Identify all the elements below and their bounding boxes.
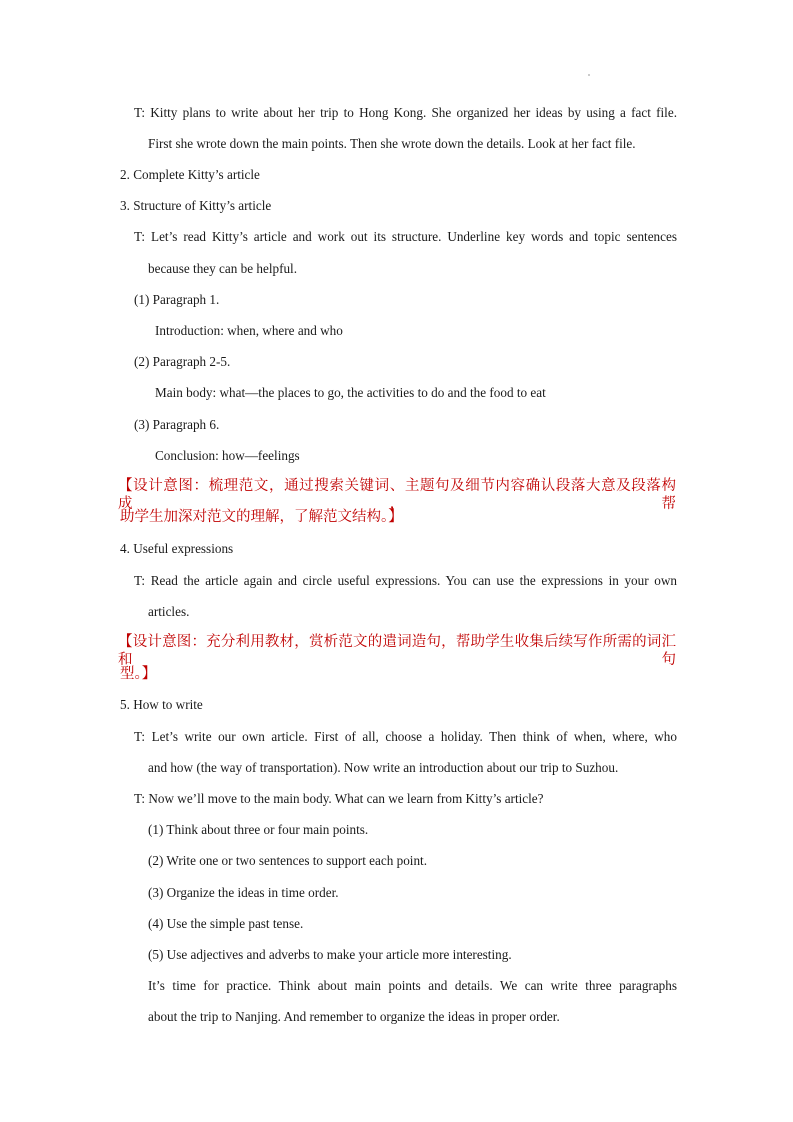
design-note-2-line-1: 【设计意图：充分利用教材，赏析范文的遣词造句，帮助学生收集后续写作所需的词汇和句 xyxy=(118,634,676,668)
page-speck xyxy=(588,74,590,76)
step-4-teacher-line-1: T: Read the article again and circle useful expressions. You can use the expressions in your own xyxy=(134,573,677,588)
paragraph-1-label: (1) Paragraph 1. xyxy=(134,292,220,307)
tip-item: (3) Organize the ideas in time order. xyxy=(148,885,339,900)
paragraph-2-detail: Main body: what—the places to go, the activities to do and the food to eat xyxy=(155,385,546,400)
intro-line-1: T: Kitty plans to write about her trip to Hong Kong. She organized her ideas by using a fact file. xyxy=(134,105,677,120)
step-5-heading: 5. How to write xyxy=(120,697,203,712)
step-5-teacher-2: T: Now we’ll move to the main body. What can we learn from Kitty’s article? xyxy=(134,791,544,806)
paragraph-2-label: (2) Paragraph 2-5. xyxy=(134,354,231,369)
tip-item: (5) Use adjectives and adverbs to make your article more interesting. xyxy=(148,947,512,962)
step-5-teacher-1-line-2: and how (the way of transportation). Now write an introduction about our trip to Suzhou. xyxy=(148,760,619,775)
design-note-1-line-1: 【设计意图：梳理范文，通过搜索关键词、主题句及细节内容确认段落大意及段落构成，帮 xyxy=(118,478,676,512)
practice-line-2: about the trip to Nanjing. And remember to organize the ideas in proper order. xyxy=(148,1009,560,1024)
tip-item: (1) Think about three or four main points. xyxy=(148,822,369,837)
intro-line-2: First she wrote down the main points. Then she wrote down the details. Look at her fact file. xyxy=(148,136,636,151)
tip-item: (4) Use the simple past tense. xyxy=(148,916,304,931)
paragraph-3-detail: Conclusion: how—feelings xyxy=(155,448,300,463)
step-3-teacher-line-2: because they can be helpful. xyxy=(148,261,298,276)
practice-line-1: It’s time for practice. Think about main points and details. We can write three paragraphs xyxy=(148,978,677,993)
step-4-heading: 4. Useful expressions xyxy=(120,541,234,556)
step-5-teacher-1-line-1: T: Let’s write our own article. First of all, choose a holiday. Then think of when, where, who xyxy=(134,729,677,744)
paragraph-3-label: (3) Paragraph 6. xyxy=(134,417,220,432)
step-3-teacher-line-1: T: Let’s read Kitty’s article and work out its structure. Underline key words and topic sentences xyxy=(134,229,677,244)
design-note-2-line-2: 型。】 xyxy=(120,666,157,682)
step-4-teacher-line-2: articles. xyxy=(148,604,190,619)
tip-item: (2) Write one or two sentences to support each point. xyxy=(148,853,428,868)
design-note-1-line-2: 助学生加深对范文的理解，了解范文结构。】 xyxy=(120,509,403,525)
step-3-heading: 3. Structure of Kitty’s article xyxy=(120,198,272,213)
step-2-heading: 2. Complete Kitty’s article xyxy=(120,167,260,182)
paragraph-1-detail: Introduction: when, where and who xyxy=(155,323,343,338)
